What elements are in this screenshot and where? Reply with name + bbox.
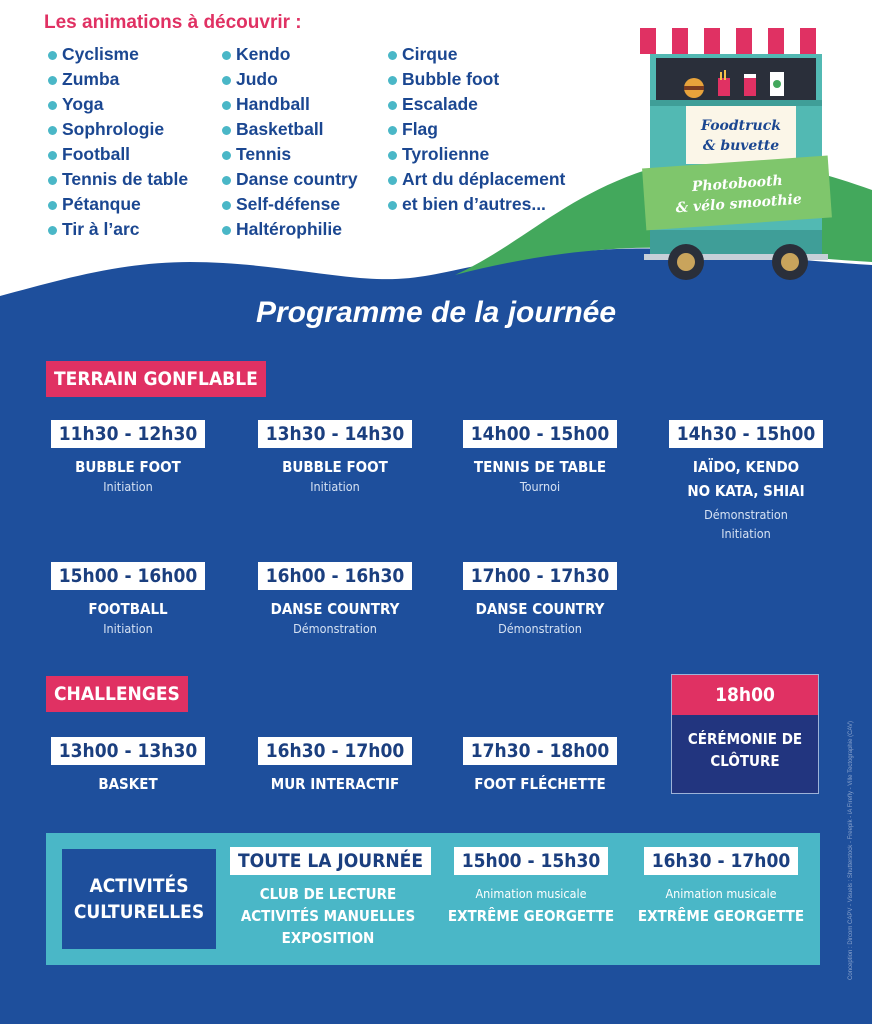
schedule-slot xyxy=(435,562,645,638)
time-badge: 14h30 - 15h00 xyxy=(669,420,823,448)
activity-name: DANSE COUNTRY xyxy=(270,600,400,618)
list-item: Judo xyxy=(220,68,358,93)
cultural-slot xyxy=(230,847,426,949)
cultural-activities-panel xyxy=(46,833,820,965)
closing-label: CÉRÉMONIE DE CLÔTURE xyxy=(672,715,818,793)
activity-name: TENNIS DE TABLE xyxy=(473,458,607,476)
activity-type: Initiation xyxy=(103,621,153,636)
schedule-slot xyxy=(435,737,645,794)
list-item: et bien d’autres... xyxy=(386,193,565,218)
activity-type: Initiation xyxy=(103,479,153,494)
activity-type: Initiation xyxy=(721,526,771,541)
cultural-activities-label: ACTIVITÉS CULTURELLES xyxy=(62,849,216,949)
bullet-dot xyxy=(222,226,231,235)
activity-type: Animation musicale xyxy=(665,886,777,901)
bullet-dot xyxy=(222,76,231,85)
time-badge: 17h30 - 18h00 xyxy=(463,737,617,765)
list-item: Pétanque xyxy=(46,193,188,218)
activity-name: BUBBLE FOOT xyxy=(282,458,388,476)
list-item: Danse country xyxy=(220,168,358,193)
list-item: Haltérophilie xyxy=(220,218,358,243)
schedule-slot xyxy=(230,420,440,496)
activity-name: ACTIVITÉS MANUELLES xyxy=(240,907,416,925)
time-badge: 16h00 - 16h30 xyxy=(258,562,412,590)
activity-name: IAÏDO, KENDO NO KATA, SHIAI xyxy=(687,458,805,500)
closing-time: 18h00 xyxy=(672,675,818,715)
activity-name: BUBBLE FOOT xyxy=(75,458,181,476)
bullet-dot xyxy=(388,126,397,135)
bullet-dot xyxy=(222,176,231,185)
credits-text: Conception : Dircom CAPV - Visuels : Shutterstock - Freepik - iA Firefly - Ville Tectographie (CAV) xyxy=(848,721,854,980)
list-item: Sophrologie xyxy=(46,118,188,143)
bullet-dot xyxy=(388,151,397,160)
activity-type: Démonstration xyxy=(704,507,788,522)
time-badge: 13h00 - 13h30 xyxy=(51,737,205,765)
activity-name: FOOTBALL xyxy=(88,600,168,618)
activity-name: EXPOSITION xyxy=(281,929,375,947)
bullet-dot xyxy=(48,151,57,160)
bullet-dot xyxy=(48,201,57,210)
list-item: Cirque xyxy=(386,43,565,68)
time-badge: 15h00 - 16h00 xyxy=(51,562,205,590)
programme-title: Programme de la journée xyxy=(255,296,617,329)
terrain-gonflable-tag: TERRAIN GONFLABLE xyxy=(46,361,266,397)
activity-type: Démonstration xyxy=(293,621,377,636)
schedule-slot xyxy=(23,737,233,794)
bullet-dot xyxy=(222,151,231,160)
bullet-dot xyxy=(222,201,231,210)
list-item: Kendo xyxy=(220,43,358,68)
list-item: Tyrolienne xyxy=(386,143,565,168)
animations-list-2 xyxy=(220,43,358,243)
animations-title: Les animations à découvrir : xyxy=(44,12,302,33)
photobooth-sign: Photobooth & vélo smoothie xyxy=(675,172,803,217)
list-item: Tir à l’arc xyxy=(46,218,188,243)
time-badge: 16h30 - 17h00 xyxy=(644,847,798,875)
list-item: Cyclisme xyxy=(46,43,188,68)
foodtruck-illustration xyxy=(636,22,836,284)
bullet-dot xyxy=(222,101,231,110)
bullet-dot xyxy=(48,126,57,135)
time-badge: 16h30 - 17h00 xyxy=(258,737,412,765)
bullet-dot xyxy=(388,51,397,60)
bullet-dot xyxy=(388,176,397,185)
schedule-slot xyxy=(230,737,440,794)
activity-name: BASKET xyxy=(98,775,158,793)
bullet-dot xyxy=(222,51,231,60)
foodtruck-sign: Foodtruck & buvette xyxy=(701,118,781,154)
time-badge: 13h30 - 14h30 xyxy=(258,420,412,448)
bullet-dot xyxy=(48,51,57,60)
time-badge: 17h00 - 17h30 xyxy=(463,562,617,590)
list-item: Self-défense xyxy=(220,193,358,218)
bullet-dot xyxy=(48,176,57,185)
list-item: Football xyxy=(46,143,188,168)
activity-name: EXTRÊME GEORGETTE xyxy=(637,907,805,925)
list-item: Tennis de table xyxy=(46,168,188,193)
activity-name: FOOT FLÉCHETTE xyxy=(474,775,606,793)
activity-name: EXTRÊME GEORGETTE xyxy=(447,907,615,925)
schedule-slot xyxy=(23,420,233,496)
cultural-slot xyxy=(632,847,810,927)
list-item: Escalade xyxy=(386,93,565,118)
animations-list-3 xyxy=(386,43,565,218)
list-item: Flag xyxy=(386,118,565,143)
list-item: Yoga xyxy=(46,93,188,118)
activity-type: Animation musicale xyxy=(475,886,587,901)
time-badge: TOUTE LA JOURNÉE xyxy=(230,847,431,875)
animations-list-1 xyxy=(46,43,188,243)
cultural-slot xyxy=(442,847,620,927)
activity-name: MUR INTERACTIF xyxy=(270,775,400,793)
schedule-slot xyxy=(23,562,233,638)
bullet-dot xyxy=(222,126,231,135)
activity-type: Initiation xyxy=(310,479,360,494)
bullet-dot xyxy=(388,101,397,110)
schedule-slot xyxy=(435,420,645,496)
list-item: Zumba xyxy=(46,68,188,93)
bullet-dot xyxy=(48,101,57,110)
list-item: Handball xyxy=(220,93,358,118)
bullet-dot xyxy=(48,76,57,85)
bullet-dot xyxy=(48,226,57,235)
schedule-slot xyxy=(230,562,440,638)
list-item: Bubble foot xyxy=(386,68,565,93)
time-badge: 11h30 - 12h30 xyxy=(51,420,205,448)
list-item: Basketball xyxy=(220,118,358,143)
challenges-tag: CHALLENGES xyxy=(46,676,188,712)
time-badge: 15h00 - 15h30 xyxy=(454,847,608,875)
activity-name: CLUB DE LECTURE xyxy=(259,885,397,903)
schedule-slot xyxy=(641,420,851,543)
bullet-dot xyxy=(388,201,397,210)
list-item: Tennis xyxy=(220,143,358,168)
closing-ceremony-box xyxy=(671,674,819,794)
time-badge: 14h00 - 15h00 xyxy=(463,420,617,448)
list-item: Art du déplacement xyxy=(386,168,565,193)
activity-type: Tournoi xyxy=(519,479,561,494)
activity-name: DANSE COUNTRY xyxy=(475,600,605,618)
activity-type: Démonstration xyxy=(498,621,582,636)
bullet-dot xyxy=(388,76,397,85)
